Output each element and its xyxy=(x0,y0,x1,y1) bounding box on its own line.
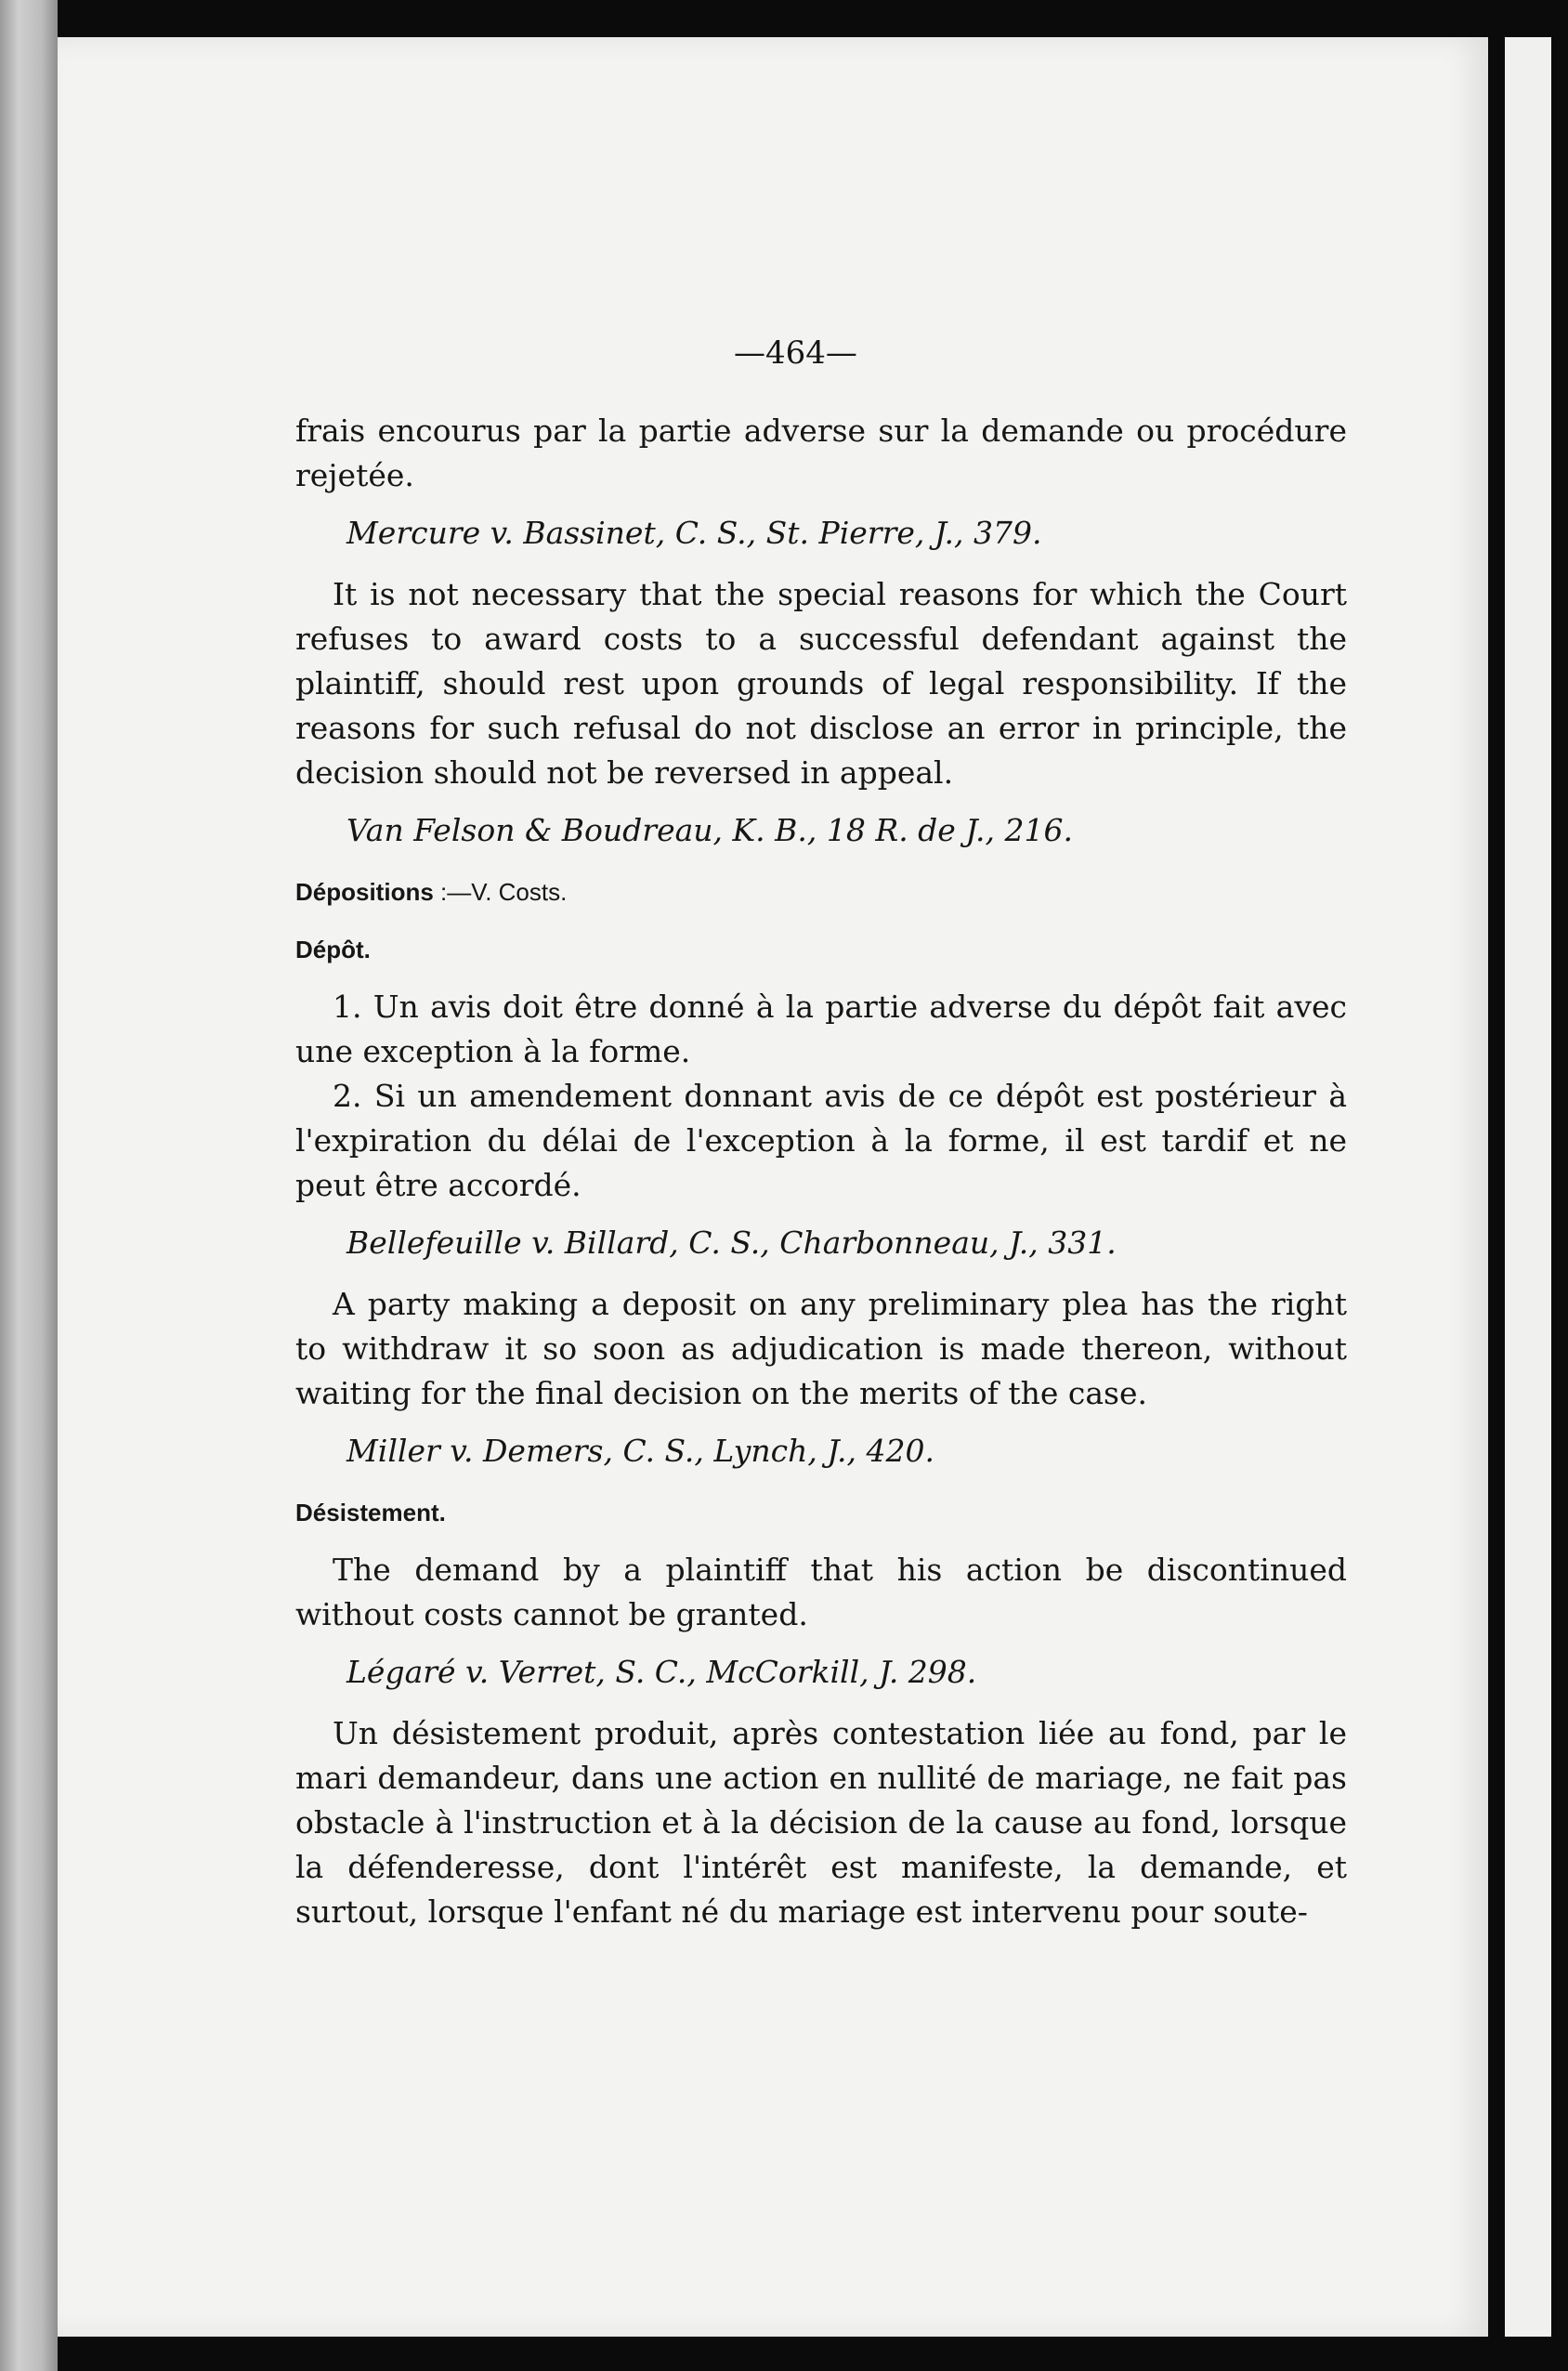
paragraph: frais encourus par la partie adverse sur la demande ou procédure rejetée. xyxy=(295,413,1347,493)
numbered-paragraph: 1. Un avis doit être donné à la partie adverse du dépôt fait avec une exception à la forme. xyxy=(295,989,1347,1069)
book-binding-edge xyxy=(0,0,58,2371)
section-heading: Désistement. xyxy=(295,1499,446,1526)
section-heading: Dépôt. xyxy=(295,936,371,963)
page-number: —464— xyxy=(734,334,857,372)
paragraph: It is not necessary that the special reasons for which the Court refuses to award costs to a successful defendant against the plaintiff, should rest upon grounds of legal responsibility. If the reasons for such refusal do not disclose an error in principle, the decision should not be reversed in appeal. xyxy=(295,576,1347,791)
paragraph: Un désistement produit, après contestation liée au fond, par le mari demandeur, dans une action en nullité de mariage, ne fait pas obstacle à l'instruction et à la décision de la cause au fond, lorsque la défenderesse, dont l'intérêt est manifeste, la demande, et surtout, lorsque l'enfant né du mariage est intervenu pour soute- xyxy=(295,1715,1347,1930)
case-citation: Miller v. Demers, C. S., Lynch, J., 420. xyxy=(346,1433,934,1469)
case-citation: Légaré v. Verret, S. C., McCorkill, J. 298. xyxy=(346,1654,977,1690)
numbered-paragraph: 2. Si un amendement donnant avis de ce dépôt est postérieur à l'expiration du délai de l'exception à la forme, il est tardif et ne peut être accordé. xyxy=(295,1078,1347,1203)
paragraph: The demand by a plaintiff that his action be discontinued without costs cannot be granted. xyxy=(295,1552,1347,1632)
section-heading xyxy=(295,870,1347,914)
paragraph: A party making a deposit on any preliminary plea has the right to withdraw it so soon as adjudication is made thereon, without waiting for the final decision on the merits of the case. xyxy=(295,1286,1347,1411)
cross-reference: :—V. Costs. xyxy=(440,878,568,906)
case-citation: Van Felson & Boudreau, K. B., 18 R. de J., 216. xyxy=(346,812,1073,848)
page-body xyxy=(295,409,1347,1934)
case-citation: Mercure v. Bassinet, C. S., St. Pierre, J., 379. xyxy=(346,515,1042,551)
section-heading-title: Dépositions xyxy=(295,878,434,906)
next-page-edge xyxy=(1505,37,1551,2337)
case-citation: Bellefeuille v. Billard, C. S., Charbonneau, J., 331. xyxy=(346,1225,1117,1261)
